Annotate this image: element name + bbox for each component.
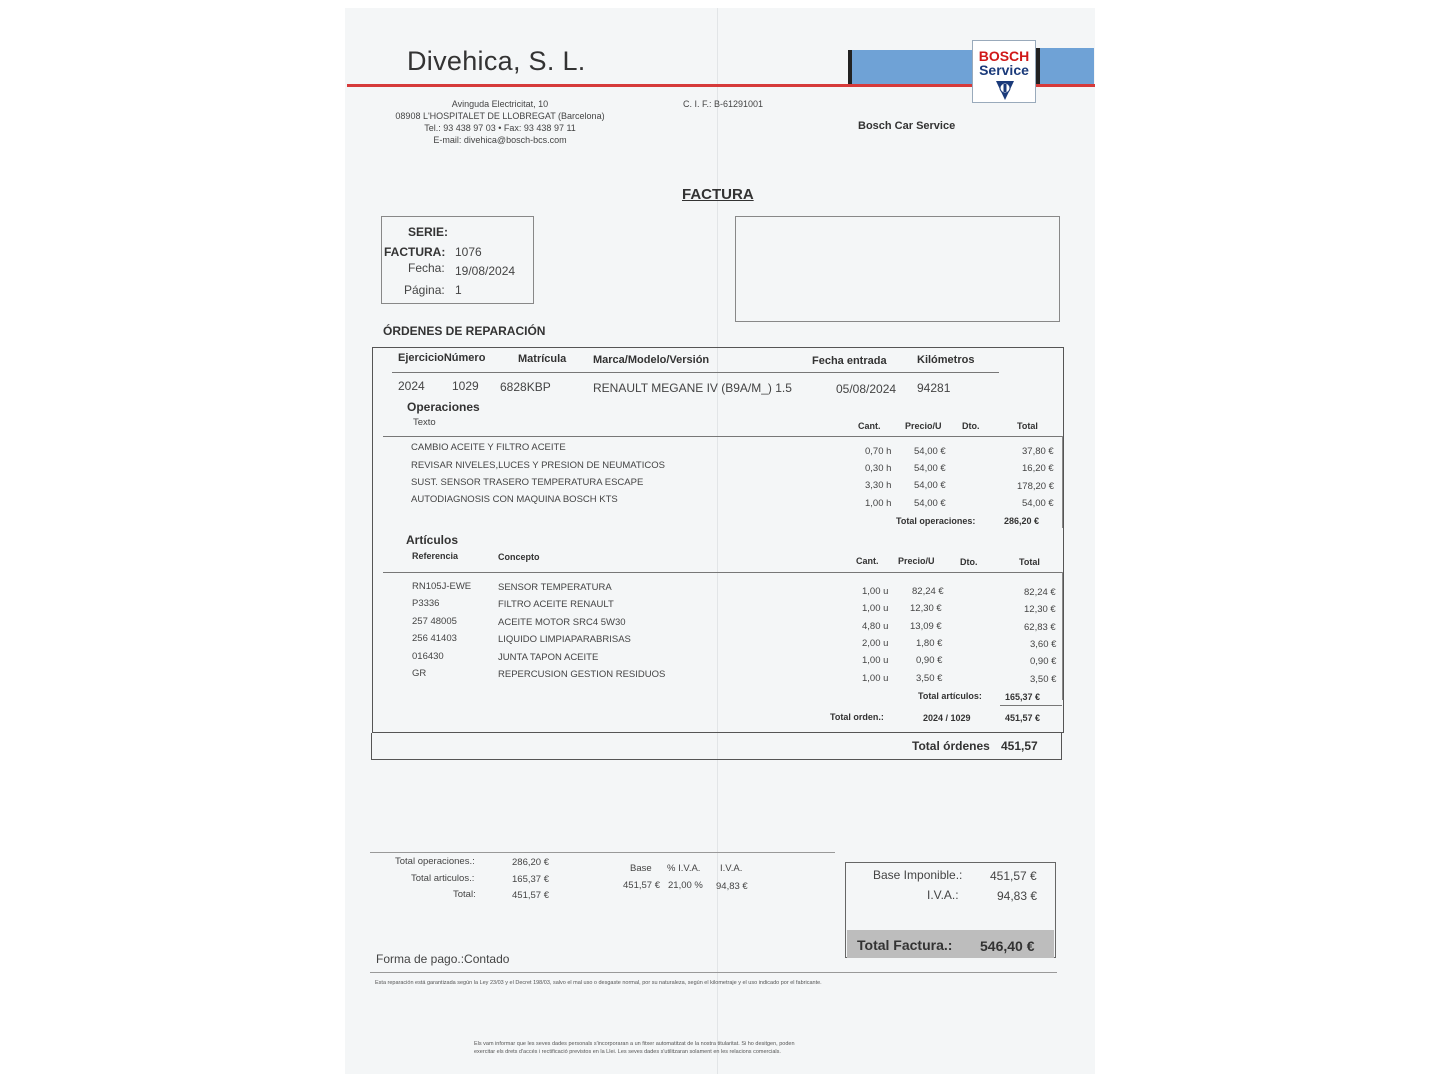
total-orden-value: 451,57 € [1005, 713, 1041, 723]
art-row-5-precio: 0,90 € [916, 655, 943, 666]
op-row-4-cant: 1,00 h [865, 498, 892, 509]
iva-row-iva: 94,83 € [716, 881, 748, 892]
op-row-2-cant: 0,30 h [865, 463, 892, 474]
op-row-2-texto: REVISAR NIVELES,LUCES Y PRESION DE NEUMATICOS [411, 460, 665, 471]
logo-line-2: Service [979, 62, 1029, 78]
art-row-1-total: 82,24 € [1024, 587, 1056, 598]
art-row-5-concepto: JUNTA TAPON ACEITE [498, 652, 599, 663]
art-header-concepto: Concepto [498, 552, 540, 562]
pagina-value: 1 [455, 283, 462, 297]
header-kilometros: Kilómetros [917, 354, 975, 366]
op-row-2-precio: 54,00 € [914, 463, 946, 474]
address-line-2: 08908 L'HOSPITALET DE LLOBREGAT (Barcelona) [395, 111, 605, 121]
art-row-2-total: 12,30 € [1024, 604, 1056, 615]
pagina-label: Página: [404, 283, 445, 297]
art-row-4-precio: 1,80 € [916, 638, 943, 649]
total-ordenes-label: Total órdenes [912, 739, 990, 753]
op-header-total: Total [1017, 421, 1038, 431]
operaciones-title: Operaciones [407, 400, 480, 414]
iva-label: I.V.A.: [927, 888, 959, 902]
art-row-3-precio: 13,09 € [910, 621, 942, 632]
op-header-cant: Cant. [858, 421, 881, 431]
art-total-underline [1000, 705, 1062, 706]
iva-header-iva: I.V.A. [720, 863, 743, 874]
art-row-4-cant: 2,00 u [862, 638, 889, 649]
art-row-1-ref: RN105J-EWE [412, 581, 472, 592]
op-row-3-precio: 54,00 € [914, 480, 946, 491]
op-row-2-total: 16,20 € [1022, 463, 1054, 474]
art-row-6-ref: GR [412, 668, 427, 679]
art-header-total: Total [1019, 557, 1040, 567]
header-modelo: Marca/Modelo/Versión [593, 354, 710, 366]
order-fecha: 05/08/2024 [836, 382, 897, 396]
address-phone: Tel.: 93 438 97 03 • Fax: 93 438 97 11 [424, 123, 576, 133]
header-fecha-entrada: Fecha entrada [812, 355, 887, 367]
art-row-4-concepto: LIQUIDO LIMPIAPARABRISAS [498, 634, 631, 645]
privacy-note-2: exercitar els drets d'accés i rectificació previstos en la Llei. Les seves dades s'utilitzaran solament en les relacions comercials. [474, 1049, 781, 1055]
base-imponible-label: Base Imponible.: [873, 868, 963, 882]
art-row-1-precio: 82,24 € [912, 586, 944, 597]
art-row-2-ref: P3336 [412, 598, 440, 609]
header-matricula: Matrícula [518, 353, 567, 365]
iva-header-base: Base [630, 863, 652, 874]
factura-number: 1076 [455, 245, 482, 259]
order-matricula: 6828KBP [500, 380, 551, 394]
summary-total-label: Total: [453, 889, 476, 900]
art-row-4-total: 3,60 € [1030, 639, 1057, 650]
art-row-1-concepto: SENSOR TEMPERATURA [498, 582, 612, 593]
art-row-3-cant: 4,80 u [862, 621, 889, 632]
op-row-4-texto: AUTODIAGNOSIS CON MAQUINA BOSCH KTS [411, 494, 618, 505]
order-ejercicio: 2024 [398, 379, 425, 393]
op-header-texto: Texto [413, 417, 436, 428]
articulos-title: Artículos [406, 533, 459, 547]
base-imponible-value: 451,57 € [990, 869, 1037, 883]
art-row-6-cant: 1,00 u [862, 673, 889, 684]
forma-pago: Forma de pago.:Contado [376, 952, 510, 966]
serie-label: SERIE: [408, 225, 449, 239]
art-row-6-total: 3,50 € [1030, 674, 1057, 685]
guarantee-note: Esta reparación está garantizada según la Ley 23/03 y el Decret 198/03, salvo el mal uso o desgaste normal, por su naturaleza, según el kilometraje y el uso indicado por el fabricante. [375, 980, 822, 986]
iva-row-base: 451,57 € [623, 880, 660, 891]
art-row-2-precio: 12,30 € [910, 603, 942, 614]
iva-header-pct: % I.V.A. [667, 863, 701, 874]
order-numero: 1029 [452, 379, 479, 393]
op-row-3-total: 178,20 € [1017, 481, 1054, 492]
summary-op-label: Total operaciones.: [395, 856, 475, 867]
op-row-3-texto: SUST. SENSOR TRASERO TEMPERATURA ESCAPE [411, 477, 644, 488]
op-total-label: Total operaciones: [896, 516, 976, 526]
summary-total-value: 451,57 € [512, 890, 549, 901]
total-factura-label: Total Factura.: [857, 937, 953, 953]
cif: C. I. F.: B-61291001 [683, 99, 764, 109]
op-row-4-precio: 54,00 € [914, 498, 946, 509]
op-right-rule [1062, 436, 1063, 528]
document-title: FACTURA [682, 186, 754, 203]
summary-op-value: 286,20 € [512, 857, 549, 868]
total-ordenes-value: 451,57 [1001, 739, 1038, 753]
art-row-5-total: 0,90 € [1030, 656, 1057, 667]
company-name: Divehica, S. L. [407, 46, 586, 76]
iva-value: 94,83 € [997, 889, 1038, 903]
art-row-3-ref: 257 48005 [412, 616, 457, 627]
fecha-value: 19/08/2024 [455, 264, 516, 278]
art-row-6-precio: 3,50 € [916, 673, 943, 684]
art-row-3-total: 62,83 € [1024, 622, 1056, 633]
footer-rule [370, 972, 1057, 973]
op-header-dto: Dto. [962, 421, 980, 431]
art-row-1-cant: 1,00 u [862, 586, 889, 597]
art-row-2-cant: 1,00 u [862, 603, 889, 614]
iva-row-pct: 21,00 % [668, 880, 703, 891]
orders-section-title: ÓRDENES DE REPARACIÓN [383, 324, 546, 338]
total-orden-ref: 2024 / 1029 [923, 713, 971, 723]
summary-art-label: Total articulos.: [411, 873, 475, 884]
address-line-1: Avinguda Electricitat, 10 [451, 99, 549, 109]
art-header-ref: Referencia [412, 551, 459, 561]
op-row-1-texto: CAMBIO ACEITE Y FILTRO ACEITE [411, 442, 566, 453]
op-header-divider [383, 436, 1062, 437]
art-header-precio: Precio/U [898, 556, 935, 566]
header-ejercicio-numero: EjercicioNúmero [398, 352, 486, 364]
total-factura-value: 546,40 € [980, 938, 1035, 954]
art-header-dto: Dto. [960, 557, 978, 567]
address-email: E-mail: divehica@bosch-bcs.com [433, 135, 567, 145]
logo-line-1: BOSCH [978, 48, 1030, 64]
art-row-4-ref: 256 41403 [412, 633, 457, 644]
art-total-label: Total artículos: [918, 691, 982, 701]
privacy-note-1: Els vam informar que les seves dades personals s'incorporaran a un fitxer automatitzat de la nostra titularitat. Si ho desitgen, poden [474, 1041, 795, 1047]
op-row-1-precio: 54,00 € [914, 446, 946, 457]
art-row-5-cant: 1,00 u [862, 655, 889, 666]
art-row-6-concepto: REPERCUSION GESTION RESIDUOS [498, 669, 666, 680]
op-header-precio: Precio/U [905, 421, 942, 431]
header-blue-bar-right [1036, 48, 1094, 84]
op-row-4-total: 54,00 € [1022, 498, 1054, 509]
art-total-value: 165,37 € [1005, 692, 1041, 702]
summary-art-value: 165,37 € [512, 874, 549, 885]
art-row-3-concepto: ACEITE MOTOR SRC4 5W30 [498, 617, 626, 628]
total-orden-label: Total orden.: [830, 712, 884, 722]
art-header-divider [383, 572, 1062, 573]
op-total-value: 286,20 € [1004, 516, 1040, 526]
bosch-shield-icon [994, 79, 1016, 101]
art-row-2-concepto: FILTRO ACEITE RENAULT [498, 599, 614, 610]
factura-label: FACTURA: [384, 245, 446, 259]
header-blue-bar-left [848, 50, 972, 84]
art-row-5-ref: 016430 [412, 651, 444, 662]
op-row-3-cant: 3,30 h [865, 480, 892, 491]
op-row-1-cant: 0,70 h [865, 446, 892, 457]
summary-top-rule [370, 852, 835, 853]
art-header-cant: Cant. [856, 556, 879, 566]
op-row-1-total: 37,80 € [1022, 446, 1054, 457]
bosch-car-service-label: Bosch Car Service [858, 120, 956, 132]
art-right-rule [1062, 572, 1063, 700]
client-address-box [735, 216, 1060, 322]
fecha-label: Fecha: [408, 261, 445, 275]
order-km: 94281 [917, 381, 951, 395]
order-modelo: RENAULT MEGANE IV (B9A/M_) 1.5 [593, 381, 792, 395]
bosch-service-logo [972, 40, 1036, 103]
order-header-divider [392, 372, 999, 373]
